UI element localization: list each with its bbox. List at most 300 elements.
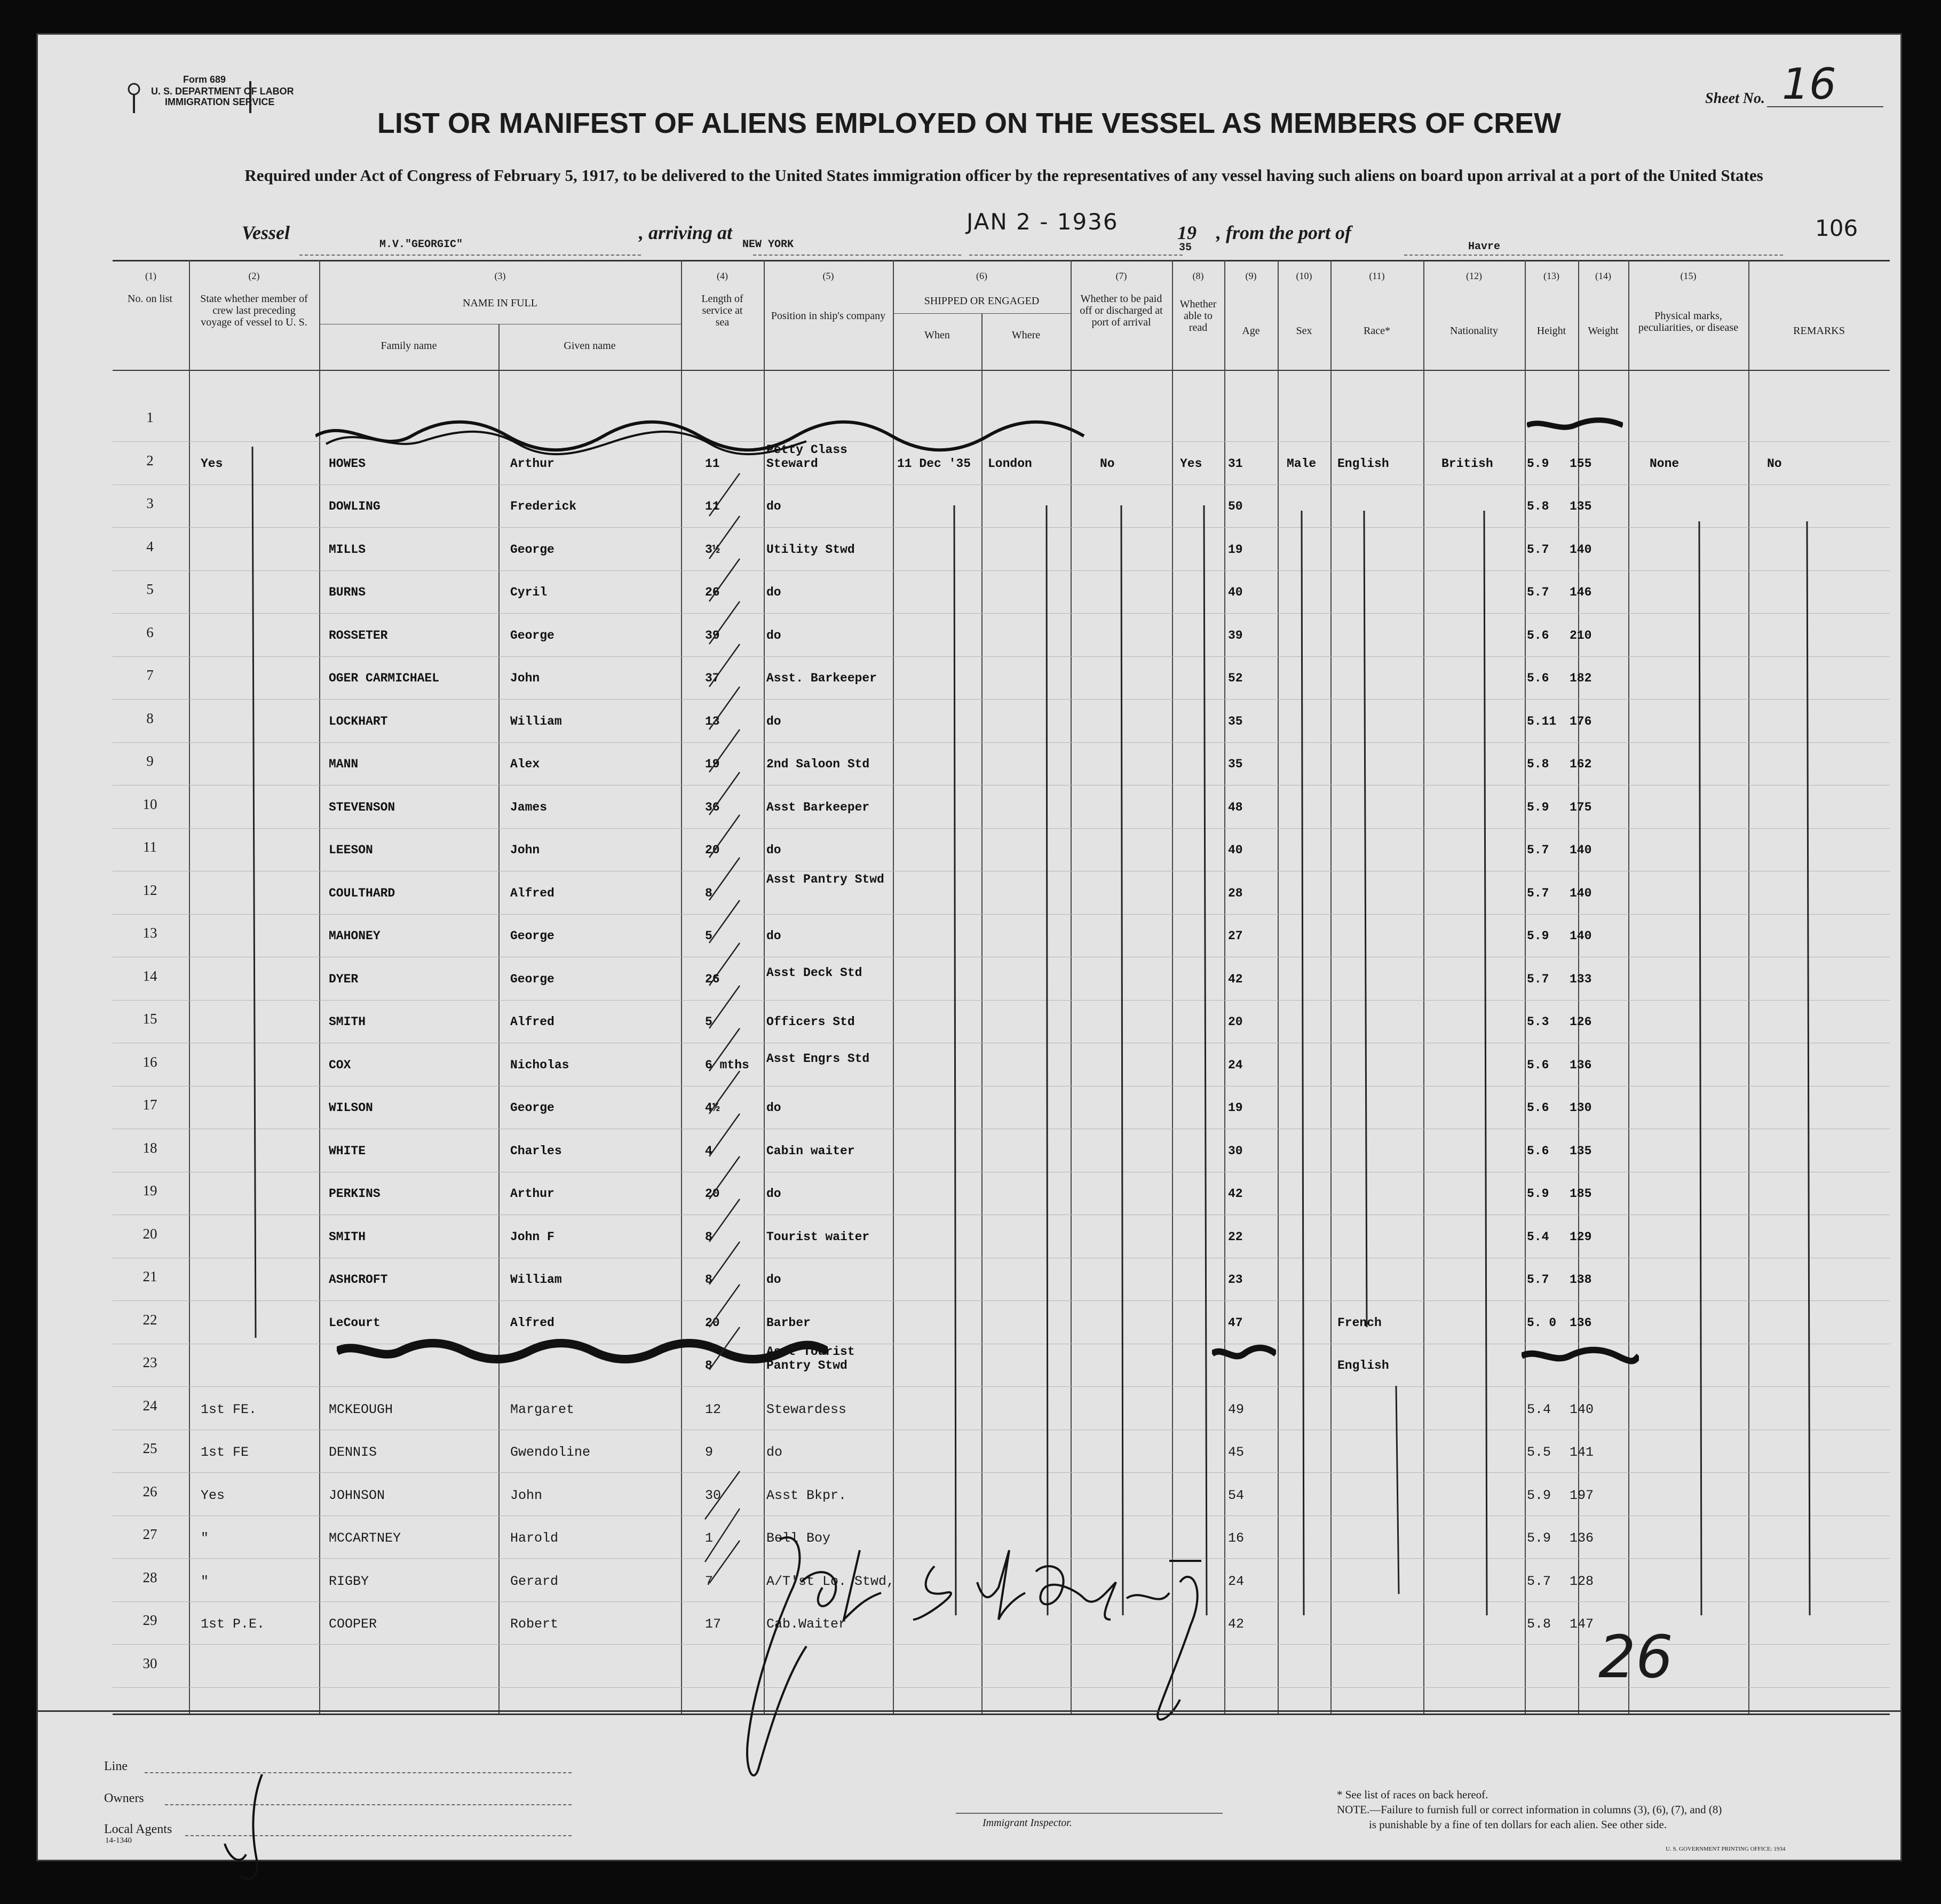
- service-length-cell: 4: [705, 1144, 712, 1158]
- family-name-cell: MCCARTNEY: [329, 1530, 401, 1546]
- row-number: 22: [142, 1311, 157, 1328]
- height-cell: 5.6: [1527, 671, 1549, 685]
- form-code: 14-1340: [105, 1836, 132, 1845]
- col-2-num: (2): [248, 271, 260, 281]
- family-name-cell: LeCourt: [329, 1315, 381, 1330]
- crew-last-voyage-cell: Yes: [201, 1487, 225, 1503]
- position-cell: do: [766, 1445, 783, 1460]
- height-cell: 5.5: [1527, 1445, 1551, 1460]
- note-fine-cont: is punishable by a fine of ten dollars for each alien. See other side.: [1369, 1818, 1667, 1831]
- position-cell: 2nd Saloon Std: [766, 757, 870, 771]
- weight-cell: 133: [1570, 972, 1592, 986]
- row-number: 29: [142, 1612, 157, 1628]
- weight-cell: 140: [1570, 929, 1592, 943]
- height-cell: 5. 0: [1527, 1315, 1557, 1330]
- col-paid-off: Whether to be paid off or discharged at port of arrival: [1080, 293, 1163, 328]
- family-name-cell: WILSON: [329, 1101, 373, 1115]
- given-name-cell: Harold: [510, 1530, 559, 1546]
- col-age: Age: [1242, 325, 1260, 337]
- service-length-cell: 11: [705, 456, 720, 471]
- given-name-cell: Arthur: [510, 456, 554, 471]
- crew-last-voyage-cell: 1st FE.: [201, 1401, 257, 1417]
- height-cell: 5.8: [1527, 499, 1549, 513]
- footer-divider: [38, 1710, 1900, 1712]
- col-position: Position in ship's company: [771, 310, 886, 322]
- race-cell: French: [1337, 1315, 1382, 1330]
- signature-scrawl: [721, 1518, 1255, 1796]
- weight-cell: 136: [1570, 1315, 1592, 1330]
- given-name-cell: George: [510, 972, 554, 986]
- service-length-cell: 20: [705, 1187, 720, 1201]
- height-cell: 5.4: [1527, 1229, 1549, 1244]
- service-length-cell: 37: [705, 671, 720, 685]
- nationality-cell: British: [1441, 456, 1493, 471]
- age-cell: 50: [1228, 499, 1243, 513]
- position-cell: Asst Engrs Std: [766, 1051, 870, 1066]
- note-fine: NOTE.—Failure to furnish full or correct information in columns (3), (6), (7), and (8): [1337, 1803, 1722, 1816]
- arriving-value: NEW YORK: [742, 239, 794, 251]
- from-port-label: , from the port of: [1216, 222, 1352, 243]
- service-length-cell: 8: [705, 1229, 712, 1244]
- shipped-when-cell: 11 Dec '35: [897, 456, 971, 471]
- age-cell: 40: [1228, 585, 1243, 599]
- given-name-cell: Alfred: [510, 886, 554, 900]
- page-title: LIST OR MANIFEST OF ALIENS EMPLOYED ON THE VESSEL AS MEMBERS OF CREW: [377, 107, 1562, 139]
- row-number: 7: [146, 667, 154, 683]
- height-cell: 5.6: [1527, 1058, 1549, 1072]
- weight-cell: 128: [1570, 1573, 1594, 1589]
- row-number: 8: [146, 710, 154, 726]
- vessel-line: [299, 255, 641, 256]
- weight-cell: 140: [1570, 886, 1592, 900]
- row-number: 20: [142, 1225, 157, 1242]
- crew-last-voyage-cell: 1st P.E.: [201, 1616, 265, 1632]
- position-cell: do: [766, 714, 781, 728]
- crew-last-voyage-cell: 1st FE: [201, 1445, 249, 1460]
- col-8-num: (8): [1192, 271, 1204, 281]
- row-number: 14: [142, 967, 157, 984]
- given-name-cell: John: [510, 671, 540, 685]
- position-cell: Asst Bkpr.: [766, 1487, 847, 1503]
- tally-count: 26: [1598, 1623, 1673, 1691]
- sex-cell: Male: [1287, 456, 1317, 471]
- page-subtitle: Required under Act of Congress of February 5, 1917, to be delivered to the United States immigration officer by the representatives of any vessel having such aliens on board upon arrival at a port of the United States: [244, 166, 1763, 185]
- height-cell: 5.6: [1527, 1101, 1549, 1115]
- form-number: Form 689: [183, 74, 226, 85]
- service-length-cell: 20: [705, 1315, 720, 1330]
- given-name-cell: George: [510, 628, 554, 642]
- service-length-cell: 39: [705, 628, 720, 642]
- col-race: Race*: [1364, 325, 1390, 337]
- form-service: IMMIGRATION SERVICE: [165, 97, 275, 107]
- form-dept: U. S. DEPARTMENT OF LABOR: [151, 86, 294, 97]
- row-number: 23: [142, 1354, 157, 1370]
- year-suffix: 35: [1179, 242, 1192, 254]
- position-cell: do: [766, 1273, 781, 1287]
- col-nationality: Nationality: [1450, 325, 1498, 337]
- arriving-line: [753, 255, 961, 256]
- col-family-name: Family name: [381, 340, 437, 352]
- age-cell: 47: [1228, 1315, 1243, 1330]
- service-length-cell: 5: [705, 929, 712, 943]
- able-to-read-cell: Yes: [1180, 456, 1202, 471]
- given-name-cell: Alfred: [510, 1015, 554, 1029]
- position-cell: Asst Deck Std: [766, 965, 862, 980]
- height-cell: 5.7: [1527, 1573, 1551, 1589]
- note-races: * See list of races on back hereof.: [1337, 1788, 1488, 1801]
- col-height: Height: [1536, 325, 1566, 337]
- given-name-cell: George: [510, 542, 554, 557]
- col-length-of-service: Length of service at sea: [701, 293, 743, 328]
- position-cell: do: [766, 1101, 781, 1115]
- age-cell: 31: [1228, 456, 1243, 471]
- height-cell: 5.6: [1527, 1144, 1549, 1158]
- row-number: 15: [142, 1011, 157, 1027]
- crew-table: [113, 260, 1890, 1701]
- age-cell: 52: [1228, 671, 1243, 685]
- given-name-cell: George: [510, 1101, 554, 1115]
- weight-cell: 197: [1570, 1487, 1594, 1503]
- col-11-num: (11): [1369, 271, 1385, 281]
- col-13-num: (13): [1543, 271, 1559, 281]
- weight-cell: 135: [1570, 1144, 1592, 1158]
- height-cell: 5.7: [1527, 886, 1549, 900]
- service-length-cell: 19: [705, 757, 720, 771]
- family-name-cell: WHITE: [329, 1144, 366, 1158]
- vessel-label: Vessel: [242, 222, 290, 243]
- age-cell: 22: [1228, 1229, 1243, 1244]
- row-number: 25: [142, 1440, 157, 1456]
- given-name-cell: William: [510, 714, 562, 728]
- row-number: 3: [146, 495, 154, 511]
- col-sex: Sex: [1296, 325, 1312, 337]
- row-number: 4: [146, 538, 154, 554]
- age-cell: 39: [1228, 628, 1243, 642]
- weight-cell: 140: [1570, 843, 1592, 857]
- manifest-sheet: [36, 33, 1902, 1861]
- family-name-cell: HOWES: [329, 456, 366, 471]
- row-number: 26: [142, 1483, 157, 1500]
- printer-imprint: U. S. GOVERNMENT PRINTING OFFICE: 1934: [1666, 1846, 1786, 1852]
- weight-cell: 140: [1570, 542, 1592, 557]
- given-name-cell: George: [510, 929, 554, 943]
- from-port-value: Havre: [1468, 241, 1501, 253]
- given-name-cell: John: [510, 843, 540, 857]
- remarks-cell: No: [1767, 456, 1782, 471]
- family-name-cell: DENNIS: [329, 1445, 377, 1460]
- position-cell: A/T'st Lo. Stwd,: [766, 1573, 895, 1589]
- family-name-cell: PERKINS: [329, 1187, 381, 1201]
- family-name-cell: MILLS: [329, 542, 366, 557]
- height-cell: 5.7: [1527, 843, 1549, 857]
- height-cell: 5.6: [1527, 628, 1549, 642]
- crew-last-voyage-cell: ": [201, 1573, 209, 1589]
- row-number: 28: [142, 1569, 157, 1585]
- height-cell: 5.9: [1527, 1530, 1551, 1546]
- position-cell: do: [766, 929, 781, 943]
- row-number: 17: [142, 1097, 157, 1113]
- given-name-cell: Gerard: [510, 1573, 559, 1589]
- family-name-cell: COX: [329, 1058, 351, 1072]
- age-cell: 48: [1228, 800, 1243, 814]
- col-1-num: (1): [145, 271, 156, 281]
- height-cell: 5.7: [1527, 972, 1549, 986]
- position-cell: Petty Class Steward: [766, 442, 847, 471]
- given-name-cell: William: [510, 1273, 562, 1287]
- owners-label: Owners: [104, 1791, 144, 1805]
- position-cell: do: [766, 1187, 781, 1201]
- col-no-on-list: No. on list: [128, 293, 172, 305]
- col-shipped-engaged: SHIPPED OR ENGAGED: [924, 295, 1040, 307]
- row-number: 24: [142, 1397, 157, 1414]
- ditto-lines: [113, 260, 1890, 1701]
- service-length-cell: 5: [705, 1015, 712, 1029]
- age-cell: 49: [1228, 1401, 1245, 1417]
- line-field: [145, 1772, 572, 1773]
- sheet-no-value: 16: [1782, 59, 1836, 109]
- age-cell: 27: [1228, 929, 1243, 943]
- service-length-cell: 8: [705, 1273, 712, 1287]
- given-name-cell: Charles: [510, 1144, 562, 1158]
- height-cell: 5.9: [1527, 1187, 1549, 1201]
- shipped-where-cell: London: [988, 456, 1032, 471]
- weight-cell: 130: [1570, 1101, 1592, 1115]
- col-10-num: (10): [1296, 271, 1312, 281]
- family-name-cell: SMITH: [329, 1015, 366, 1029]
- race-cell: English: [1337, 456, 1389, 471]
- height-cell: 5.9: [1527, 800, 1549, 814]
- age-cell: 42: [1228, 972, 1243, 986]
- position-cell: Utility Stwd: [766, 542, 855, 557]
- height-cell: 5.3: [1527, 1015, 1549, 1029]
- given-name-cell: James: [510, 800, 548, 814]
- col-5-num: (5): [822, 271, 834, 281]
- row-number: 30: [142, 1655, 157, 1671]
- from-port-line: [1404, 255, 1783, 256]
- position-cell: Stewardess: [766, 1401, 847, 1417]
- col-6-num: (6): [976, 271, 987, 281]
- age-cell: 20: [1228, 1015, 1243, 1029]
- height-cell: 5.4: [1527, 1401, 1551, 1417]
- given-name-cell: Gwendoline: [510, 1445, 591, 1460]
- position-cell: Officers Std: [766, 1015, 855, 1029]
- position-cell: Asst Barkeeper: [766, 800, 870, 814]
- col-where: Where: [1011, 329, 1041, 341]
- service-length-cell: 30: [705, 1487, 722, 1503]
- col-when: When: [924, 329, 950, 341]
- age-cell: 28: [1228, 886, 1243, 900]
- row-number: 18: [142, 1139, 157, 1156]
- service-length-cell: 8: [705, 1359, 712, 1373]
- family-name-cell: DOWLING: [329, 499, 381, 513]
- sheet-no-label: Sheet No.: [1705, 90, 1765, 107]
- inspector-label: Immigrant Inspector.: [983, 1817, 1072, 1829]
- weight-cell: 138: [1570, 1273, 1592, 1287]
- col-15-num: (15): [1680, 271, 1697, 281]
- given-name-cell: Frederick: [510, 499, 577, 513]
- col-9-num: (9): [1245, 271, 1257, 281]
- family-name-cell: OGER CARMICHAEL: [329, 671, 440, 685]
- weight-cell: 147: [1570, 1616, 1594, 1632]
- col-4-num: (4): [717, 271, 728, 281]
- row-number: 19: [142, 1183, 157, 1199]
- position-cell: Cabin waiter: [766, 1144, 855, 1158]
- row-number: 16: [142, 1053, 157, 1070]
- weight-cell: 140: [1570, 1401, 1594, 1417]
- age-cell: 23: [1228, 1273, 1243, 1287]
- family-name-cell: ROSSETER: [329, 628, 388, 642]
- family-name-cell: MCKEOUGH: [329, 1401, 393, 1417]
- col-7-num: (7): [1115, 271, 1127, 281]
- family-name-cell: SMITH: [329, 1229, 366, 1244]
- family-name-cell: RIGBY: [329, 1573, 369, 1589]
- age-cell: 40: [1228, 843, 1243, 857]
- service-length-cell: 7: [705, 1573, 714, 1589]
- family-name-cell: ASHCROFT: [329, 1273, 388, 1287]
- height-cell: 5.8: [1527, 1616, 1551, 1632]
- position-cell: do: [766, 585, 781, 599]
- row-number: 11: [143, 839, 157, 855]
- col-name-in-full: NAME IN FULL: [463, 297, 537, 309]
- age-cell: 54: [1228, 1487, 1245, 1503]
- service-length-cell: 12: [705, 1401, 722, 1417]
- race-cell: English: [1337, 1359, 1389, 1373]
- date-stamp: JAN 2 - 1936: [966, 209, 1119, 235]
- position-cell: do: [766, 499, 781, 513]
- age-cell: 24: [1228, 1058, 1243, 1072]
- age-cell: 42: [1228, 1616, 1245, 1632]
- weight-cell: 136: [1570, 1058, 1592, 1072]
- weight-cell: 126: [1570, 1015, 1592, 1029]
- crew-last-voyage-cell: Yes: [201, 456, 223, 471]
- row-number: 13: [142, 925, 157, 941]
- age-cell: 45: [1228, 1445, 1245, 1460]
- height-cell: 5.11: [1527, 714, 1557, 728]
- age-cell: 16: [1228, 1530, 1245, 1546]
- vessel-value: M.V."GEORGIC": [379, 239, 463, 251]
- given-name-cell: Alfred: [510, 1315, 554, 1330]
- weight-cell: 185: [1570, 1187, 1592, 1201]
- service-length-cell: 8: [705, 886, 712, 900]
- height-cell: 5.7: [1527, 585, 1549, 599]
- position-cell: Bell Boy: [766, 1530, 831, 1546]
- weight-cell: 155: [1570, 456, 1592, 471]
- initials-mark: [219, 1769, 283, 1886]
- col-14-num: (14): [1595, 271, 1611, 281]
- height-cell: 5.9: [1527, 456, 1549, 471]
- date-line: [969, 255, 1183, 256]
- line-label: Line: [104, 1759, 128, 1773]
- given-name-cell: Margaret: [510, 1401, 575, 1417]
- position-cell: do: [766, 843, 781, 857]
- height-cell: 5.9: [1527, 929, 1549, 943]
- family-name-cell: LOCKHART: [329, 714, 388, 728]
- age-cell: 30: [1228, 1144, 1243, 1158]
- weight-cell: 146: [1570, 585, 1592, 599]
- family-name-cell: MAHONEY: [329, 929, 381, 943]
- given-name-cell: Cyril: [510, 585, 548, 599]
- row-number: 1: [146, 409, 154, 425]
- given-name-cell: John: [510, 1487, 543, 1503]
- page-number: 106: [1815, 215, 1858, 241]
- weight-cell: 141: [1570, 1445, 1594, 1460]
- age-cell: 42: [1228, 1187, 1243, 1201]
- col-physical-marks: Physical marks, peculiarities, or disease: [1638, 310, 1739, 334]
- position-cell: Cab.Waiter: [766, 1616, 847, 1632]
- family-name-cell: DYER: [329, 972, 359, 986]
- paid-off-cell: No: [1100, 456, 1115, 471]
- service-length-cell: 4½: [705, 1101, 720, 1115]
- col-able-to-read: Whether able to read: [1179, 298, 1217, 334]
- row-number: 5: [146, 581, 154, 597]
- age-cell: 19: [1228, 1101, 1243, 1115]
- height-cell: 5.9: [1527, 1487, 1551, 1503]
- weight-cell: 176: [1570, 714, 1592, 728]
- service-length-cell: 13: [705, 714, 720, 728]
- weight-cell: 162: [1570, 757, 1592, 771]
- family-name-cell: STEVENSON: [329, 800, 395, 814]
- given-name-cell: Nicholas: [510, 1058, 569, 1072]
- row-number: 10: [142, 796, 157, 812]
- position-cell: Asst. Barkeeper: [766, 671, 877, 685]
- col-remarks: REMARKS: [1793, 325, 1845, 337]
- position-cell: Asst Tourist Pantry Stwd: [766, 1345, 855, 1373]
- age-cell: 24: [1228, 1573, 1245, 1589]
- inspector-line: [956, 1813, 1223, 1814]
- given-name-cell: John F: [510, 1229, 554, 1244]
- family-name-cell: MANN: [329, 757, 359, 771]
- row-number: 9: [146, 753, 154, 769]
- weight-cell: 210: [1570, 628, 1592, 642]
- weight-cell: 182: [1570, 671, 1592, 685]
- service-length-cell: 20: [705, 843, 720, 857]
- given-name-cell: Alex: [510, 757, 540, 771]
- position-cell: Asst Pantry Stwd: [766, 872, 884, 886]
- col-weight: Weight: [1588, 325, 1619, 337]
- given-name-cell: Robert: [510, 1616, 559, 1632]
- col-crew-last-voyage: State whether member of crew last preceding voyage of vessel to U. S.: [200, 293, 308, 328]
- weight-cell: 129: [1570, 1229, 1592, 1244]
- weight-cell: 135: [1570, 499, 1592, 513]
- col-given-name: Given name: [564, 340, 616, 352]
- family-name-cell: LEESON: [329, 843, 373, 857]
- family-name-cell: COOPER: [329, 1616, 377, 1632]
- physical-marks-cell: None: [1650, 456, 1679, 471]
- year-prefix: 19: [1177, 222, 1197, 243]
- weight-cell: 136: [1570, 1530, 1594, 1546]
- row-number: 2: [146, 452, 154, 469]
- age-cell: 35: [1228, 757, 1243, 771]
- service-length-cell: 1: [705, 1530, 714, 1546]
- family-name-cell: JOHNSON: [329, 1487, 385, 1503]
- row-number: 12: [142, 882, 157, 898]
- service-length-cell: 26: [705, 585, 720, 599]
- service-length-cell: 26: [705, 972, 720, 986]
- service-length-cell: 6 mths: [705, 1058, 749, 1072]
- service-length-cell: 36: [705, 800, 720, 814]
- row-number: 21: [142, 1268, 157, 1284]
- position-cell: Tourist waiter: [766, 1229, 870, 1244]
- row-number: 27: [142, 1526, 157, 1542]
- col-12-num: (12): [1466, 271, 1482, 281]
- row-number: 6: [146, 624, 154, 640]
- age-cell: 19: [1228, 542, 1243, 557]
- position-cell: Barber: [766, 1315, 811, 1330]
- age-cell: 35: [1228, 714, 1243, 728]
- family-name-cell: BURNS: [329, 585, 366, 599]
- service-length-cell: 11: [705, 499, 720, 513]
- service-length-cell: 3½: [705, 542, 720, 557]
